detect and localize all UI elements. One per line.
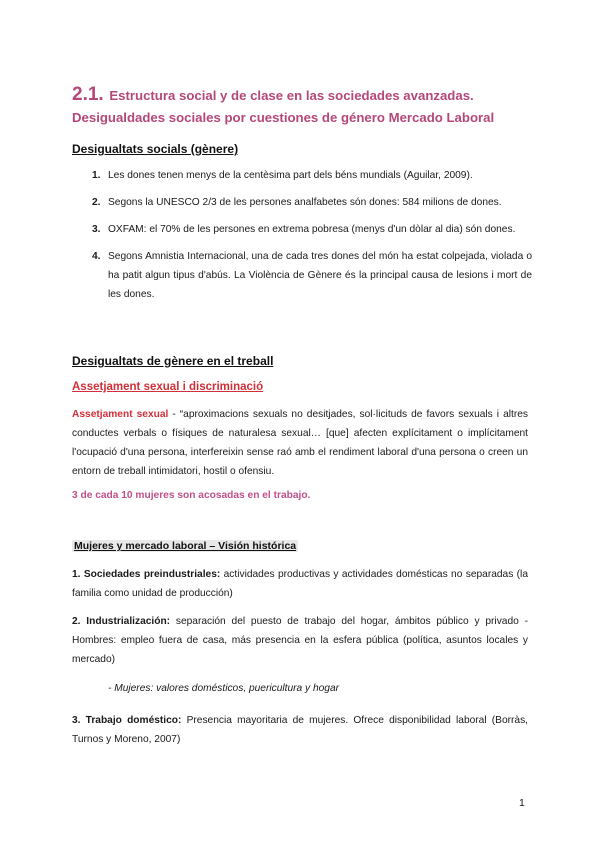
item-text: Les dones tenen menys de la centèsima part dels béns mundials (Aguilar, 2009). [108, 170, 473, 181]
paragraph-lead: 3. Trabajo doméstico: [72, 715, 182, 726]
item-number: 2. [92, 197, 101, 208]
item-text: Segons Amnistia Internacional, una de cada tres dones del món ha estat colpejada, violada o ha patit algun tipus d'abús. La Violència de Gènere és la principal causa de lesions i mort de les dones. [108, 251, 532, 300]
list-item [72, 220, 532, 239]
history-italic-line: - Mujeres: valores domésticos, puericultura y hogar [108, 683, 340, 694]
list-item [72, 166, 532, 185]
section-heading-social: Desigualtats socials (gènere) [72, 142, 239, 156]
harassment-definition [72, 405, 528, 481]
social-inequality-list [72, 166, 532, 312]
title-number: 2.1. [72, 84, 104, 105]
page-title [72, 84, 542, 129]
definition-text: - “aproximacions sexuals no desitjades, sol·licituds de favors sexuals i altres conductes verbals o físiques de naturalesa sexual… [que] afecten explícitament o implícitament l'ocupació d'una persona, interfereixin sense raó amb el rendiment laboral d'una persona o creen un entorn de treball intimidatori, hostil o ofensiu. [72, 409, 528, 477]
subheading-harassment: Assetjament sexual i discriminació [72, 381, 264, 393]
history-paragraph-3 [72, 711, 528, 749]
item-number: 3. [92, 224, 101, 235]
list-item [72, 193, 532, 212]
paragraph-lead: 1. Sociedades preindustriales: [72, 569, 221, 580]
item-text: OXFAM: el 70% de les persones en extrema pobresa (menys d'un dòlar al dia) són dones. [108, 224, 516, 235]
item-number: 4. [92, 251, 101, 262]
item-text: Segons la UNESCO 2/3 de les persones analfabetes són dones: 584 milions de dones. [108, 197, 502, 208]
history-paragraph-2 [72, 612, 528, 669]
paragraph-lead: 2. Industrialización: [72, 616, 171, 627]
item-number: 1. [92, 170, 101, 181]
paragraph-text: separación del puesto de trabajo del hogar, ámbitos público y privado - Hombres: empleo fuera de casa, más presencia en la esfera pública (política, asuntos locales y mercado) [72, 616, 528, 665]
paragraph-text: Presencia mayoritaria de mujeres. Ofrece disponibilidad laboral (Borràs, Turnos y Moreno, 2007) [72, 715, 528, 745]
page-number: 1 [519, 797, 525, 809]
section-heading-history: Mujeres y mercado laboral – Visión histórica [74, 540, 297, 552]
history-paragraph-1 [72, 565, 528, 603]
section-heading-work: Desigualtats de gènere en el treball [72, 354, 274, 368]
list-item [72, 247, 532, 304]
title-text: Estructura social y de clase en las sociedades avanzadas. Desigualdades sociales por cuestiones de género Mercado Laboral [72, 88, 495, 125]
paragraph-text: actividades productivas y actividades domésticas no separadas (la familia como unidad de producción) [72, 569, 528, 599]
harassment-statistic: 3 de cada 10 mujeres son acosadas en el trabajo. [72, 490, 311, 501]
definition-term: Assetjament sexual [72, 409, 169, 420]
